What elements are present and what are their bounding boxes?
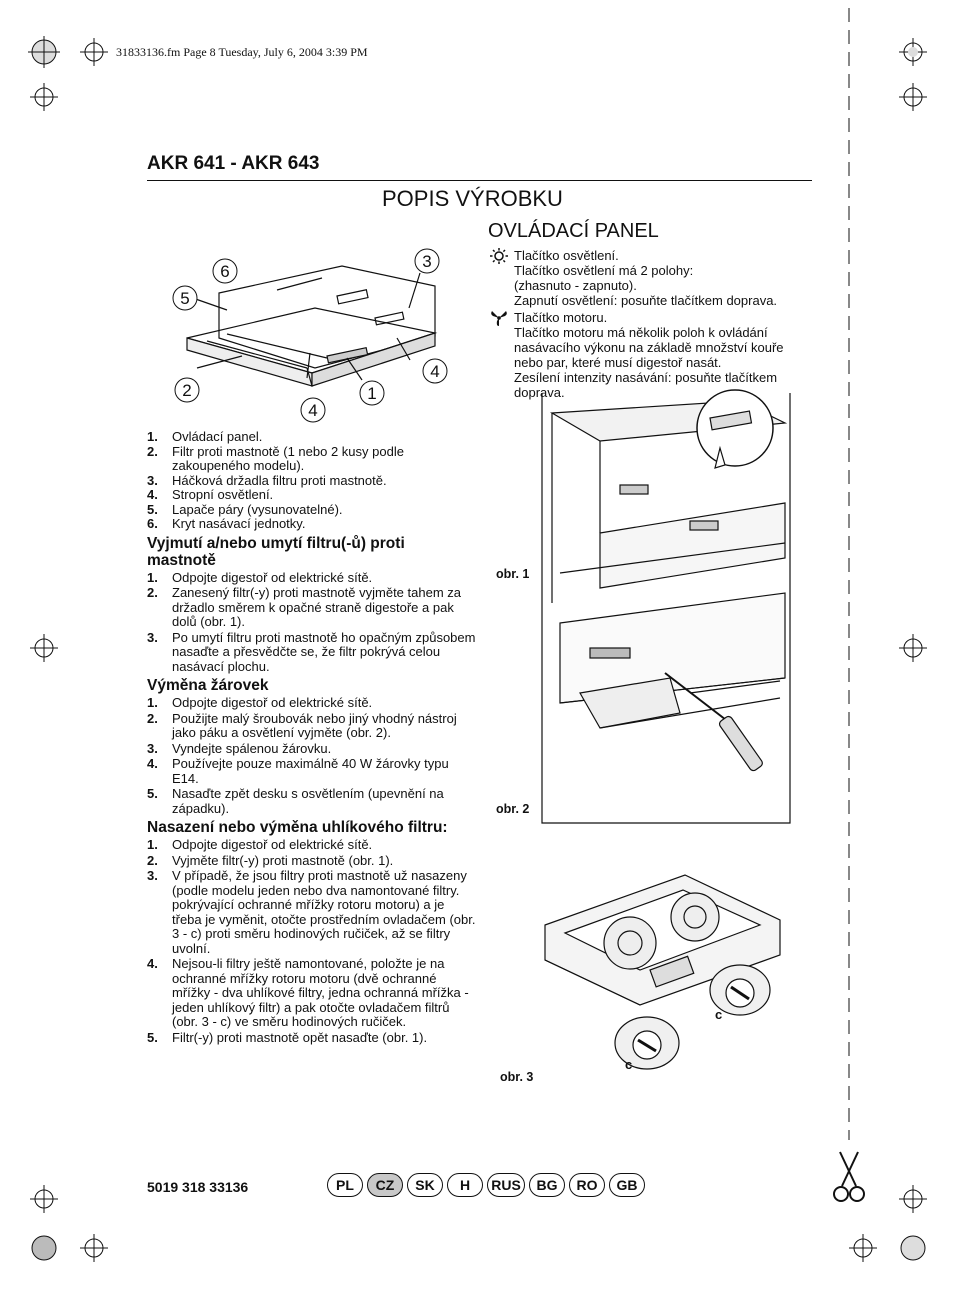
step-item: 1. Odpojte digestoř od elektrické sítě. [147, 569, 373, 585]
carbon-filter-heading: Nasazení nebo výměna uhlíkového filtru: [147, 819, 448, 836]
language-list [327, 1173, 645, 1197]
filter-removal-steps [147, 571, 477, 675]
light-line-4: Zapnutí osvětlení: posuňte tlačítkem doprava. [514, 293, 778, 308]
step-item: 2. Zanesený filtr(-y) proti mastnotě vyjměte tahem za držadlo směrem k opačné straně digestoře a pak dolů (obr. 1). [147, 585, 461, 629]
title-rule [147, 180, 812, 181]
figure-2-label: obr. 2 [496, 802, 530, 816]
language-badge: BG [529, 1173, 565, 1197]
knob-label-c-2: c [625, 1057, 633, 1072]
language-badge-active: CZ [367, 1173, 403, 1197]
step-item: 4. Používejte pouze maximálně 40 W žárovky typu E14. [147, 756, 449, 786]
figure-1-2-illustration [496, 393, 792, 825]
callout-4-right: 4 [430, 362, 440, 381]
light-bulb-icon [490, 248, 508, 264]
scissors-icon [832, 1150, 866, 1206]
light-button-description [490, 248, 820, 308]
figure-1-label: obr. 1 [496, 567, 530, 581]
callout-3: 3 [422, 252, 432, 271]
step-item: 5. Nasaďte zpět desku s osvětlením (upevnění na západku). [147, 786, 444, 816]
section-title: POPIS VÝROBKU [382, 186, 563, 211]
document-number: 5019 318 33136 [147, 1179, 249, 1195]
callout-1: 1 [367, 384, 377, 403]
callout-6: 6 [220, 262, 230, 281]
step-item: 2. Vyjměte filtr(-y) proti mastnotě (obr. 1). [147, 852, 394, 868]
callout-2: 2 [182, 381, 192, 400]
parts-item: 5. Lapače páry (vysunovatelné). [147, 501, 343, 517]
step-item: 3. Po umytí filtru proti mastnotě ho opačným způsobem nasaďte a přesvědčte se, že filtr pokrývá celou nasávací plochu. [147, 629, 476, 674]
motor-line-5: Zesílení intenzity nasávání: posuňte tlačítkem [514, 370, 778, 385]
model-title: AKR 641 - AKR 643 [147, 153, 320, 174]
hood-illustration [147, 238, 477, 423]
figure-3-illustration [545, 875, 780, 1075]
bulb-replacement-steps [147, 696, 477, 816]
light-line-2: Tlačítko osvětlení má 2 polohy: [514, 263, 694, 278]
motor-line-1: Tlačítko motoru. [514, 310, 608, 325]
language-badge: RUS [487, 1173, 525, 1197]
language-badge: H [447, 1173, 483, 1197]
instructions-column [147, 430, 477, 1046]
motor-line-4: nebo par, které musí digestoř nasát. [514, 355, 722, 370]
step-item: 1. Odpojte digestoř od elektrické sítě. [147, 837, 373, 852]
motor-line-6: doprava. [514, 385, 565, 400]
knob-label-c: c [715, 1007, 723, 1022]
step-item: 4. Nejsou-li filtry ještě namontované, položte je na ochranné mřížky rotoru motoru (dvě ochranné mřížky - dva uhlíkové filtry, jedna ochranná mřížka - jeden uhlíkový filtr) a pak otočte ovladačem filtrů (obr. 3 - c) ve směru hodinových ručiček. [147, 956, 469, 1029]
language-badge: SK [407, 1173, 443, 1197]
step-item: 1. Odpojte digestoř od elektrické sítě. [147, 695, 373, 710]
carbon-filter-steps [147, 838, 477, 1045]
parts-item: 1. Ovládací panel. [147, 429, 263, 444]
figure-3-label: obr. 3 [500, 1070, 534, 1084]
step-item: 3. Vyndejte spálenou žárovku. [147, 740, 332, 756]
light-line-1: Tlačítko osvětlení. [514, 248, 619, 263]
control-panel-description [490, 248, 820, 400]
parts-item: 6. Kryt nasávací jednotky. [147, 516, 306, 531]
motor-line-3: nasávacího výkonu na základě množství kouře [514, 340, 784, 355]
filter-removal-heading: Vyjmutí a/nebo umytí filtru(-ů) proti mastnotě [147, 534, 405, 569]
callout-4-bottom: 4 [308, 401, 318, 420]
parts-item: 4. Stropní osvětlení. [147, 487, 274, 502]
step-item: 5. Filtr(-y) proti mastnotě opět nasaďte (obr. 1). [147, 1029, 428, 1045]
language-badge: PL [327, 1173, 363, 1197]
light-line-3: (zhasnuto - zapnuto). [514, 278, 637, 293]
callout-5: 5 [180, 289, 190, 308]
print-header: 31833136.fm Page 8 Tuesday, July 6, 2004 3:39 PM [116, 45, 368, 59]
step-item: 3. V případě, že jsou filtry proti mastnotě už nasazeny (podle modelu jeden nebo dva namontované filtry. pokrývající ochranné mřížky rotoru motoru) a je třeba je vyměnit, otočte prostředním ovladačem (obr. 3 - c) proti směru hodinových ručiček, až se filtry uvolní. [147, 868, 476, 956]
language-badge: RO [569, 1173, 605, 1197]
parts-item: 2. Filtr proti mastnotě (1 nebo 2 kusy podle zakoupeného modelu). [147, 443, 404, 473]
parts-list [147, 430, 477, 532]
control-panel-title: OVLÁDACÍ PANEL [488, 220, 659, 242]
step-item: 2. Použijte malý šroubovák nebo jiný vhodný nástroj jako páku a osvětlení vyjměte (obr. 2). [147, 710, 457, 740]
language-badge: GB [609, 1173, 645, 1197]
parts-item: 3. Háčková držadla filtru proti mastnotě. [147, 472, 387, 488]
bulb-replacement-heading: Výměna žárovek [147, 677, 269, 694]
motor-button-description [490, 310, 820, 400]
fan-icon [490, 310, 508, 326]
motor-line-2: Tlačítko motoru má několik poloh k ovládání [514, 325, 768, 340]
